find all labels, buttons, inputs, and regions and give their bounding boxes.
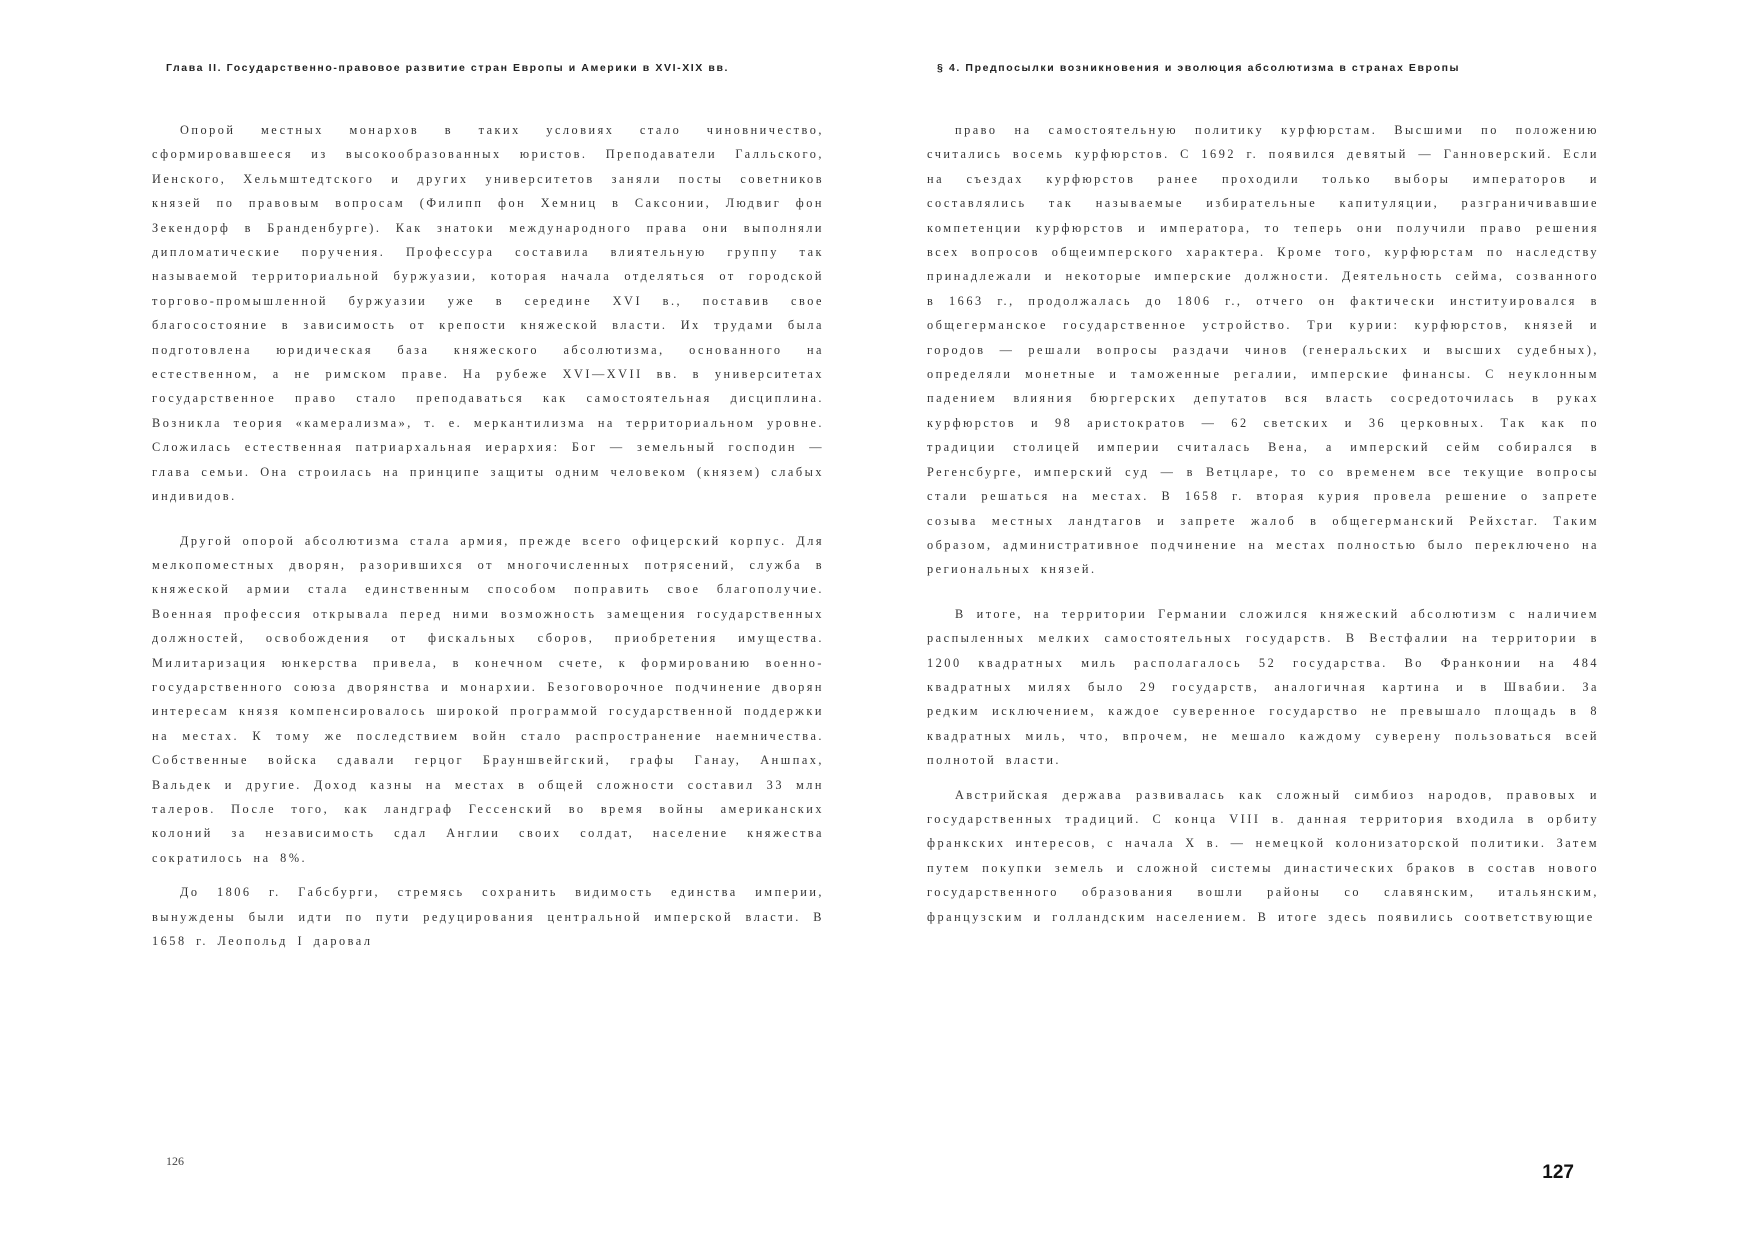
left-paragraph-2: Другой опорой абсолютизма стала армия, прежде всего офицерский корпус. Для мелкопоместных дворян, разорившихся от многочисленных потрясений, служба в княжеской армии стала единственным способом поправить свое благополучие. Военная профессия открывала перед ними возможность замещения государственных должностей, освобождения от фискальных сборов, приобретения имущества. Милитаризация юнкерства привела, в конечном счете, к формированию военно-государственного союза дворянства и монархии. Безоговорочное подчинение дворян интересам князя компенсировалось широкой программой государственной поддержки на местах. К тому же последствием войн стало распространение наемничества. Собственные войска сдавали герцог Брауншвейгский, графы Ганау, Аншпах, Вальдек и другие. Доход казны на местах в общей сложности составил 33 млн талеров. После того, как ландграф Гессенский во время войны американских колоний за независимость сдал Англии своих солдат, население княжества сократилось на 8%.: [152, 533, 824, 865]
right-paragraph-3: Австрийская держава развивалась как сложный симбиоз народов, правовых и государственных традиций. С конца VIII в. данная территория входила в орбиту франкских интересов, с начала X в. — немецкой колонизаторской политики. Затем путем покупки земель и сложной системы династических браков в состав нового государственного образования вошли районы со славянским, итальянским, французским и голландским населением. В итоге здесь появились соответствующие: [927, 787, 1599, 924]
left-paragraph-1: Опорой местных монархов в таких условиях стало чиновничество, сформировавшееся из высокообразованных юристов. Преподаватели Галльского, Иенского, Хельмштедтского и других университетов заняли посты советников князей по правовым вопросам (Филипп фон Хемниц в Саксонии, Людвиг фон Зекендорф в Бранденбурге). Как знатоки международного права они выполняли дипломатические поручения. Профессура составила влиятельную группу так называемой территориальной буржуазии, которая начала отделяться от городской торгово-промышленной буржуазии уже в середине XVI в., поставив свое благосостояние в зависимость от крепости княжеской власти. Их трудами была подготовлена юридическая база княжеского абсолютизма, основанного на естественном, а не римском праве. На рубеже XVI—XVII вв. в университетах государственное право стало преподаваться как самостоятельная дисциплина. Возникла теория «камерализма», т. е. меркантилизма на территориальном уровне. Сложилась естественная патриархальная иерархия: Бог — земельный господин — глава семьи. Она строилась на принципе защиты одним человеком (князем) слабых индивидов.: [152, 123, 824, 504]
right-body-text: [927, 118, 1599, 929]
right-page: [877, 0, 1754, 1239]
right-running-head: § 4. Предпосылки возникновения и эволюция абсолютизма в странах Европы: [937, 62, 1461, 74]
left-running-head: Глава II. Государственно-правовое развитие стран Европы и Америки в XVI-XIX вв.: [166, 62, 730, 74]
left-paragraph-3: До 1806 г. Габсбурги, стремясь сохранить видимость единства империи, вынуждены были идти по пути редуцирования центральной имперской власти. В 1658 г. Леопольд I даровал: [152, 885, 824, 948]
right-paragraph-2: В итоге, на территории Германии сложился княжеский абсолютизм с наличием распыленных мелких самостоятельных государств. В Вестфалии на территории в 1200 квадратных миль располагалось 52 государства. Во Франконии на 484 квадратных милях было 29 государств, аналогичная картина и в Швабии. За редким исключением, каждое суверенное государство не превышало площадь в 8 квадратных миль, что, впрочем, не мешало каждому суверену пользоваться всей полнотой власти.: [927, 606, 1599, 768]
left-page-number: 126: [166, 1154, 184, 1168]
right-paragraph-1: право на самостоятельную политику курфюрстам. Высшими по положению считались восемь курфюрстов. С 1692 г. появился девятый — Ганноверский. Если на съездах курфюрстов ранее проходили только выборы императоров и составлялись так называемые избирательные капитуляции, разграничивавшие компетенции курфюрстов и императора, то теперь они получили право решения всех вопросов общеимперского характера. Кроме того, курфюрстам по наследству принадлежали и некоторые имперские должности. Деятельность сейма, созванного в 1663 г., продолжалась до 1806 г., отчего он фактически институировался в общегерманское государственное устройство. Три курии: курфюрстов, князей и городов — решали вопросы раздачи чинов (генеральских и высших судебных), определяли монетные и таможенные регалии, имперские финансы. С неуклонным падением влияния бюргерских депутатов вся власть сосредоточилась в руках курфюрстов и 98 аристократов — 62 светских и 36 церковных. Так как по традиции столицей империи считалась Вена, а имперский сейм собирался в Регенсбурге, имперский суд — в Ветцларе, то со временем все текущие вопросы стали решаться на местах. В 1658 г. вторая курия провела решение о запрете созыва местных ландтагов и запрете жалоб в общегерманский Рейхстаг. Таким образом, административное подчинение на местах полностью было переключено на региональных князей.: [927, 123, 1599, 577]
left-body-text: [152, 118, 824, 953]
right-page-number: 127: [1542, 1162, 1574, 1183]
